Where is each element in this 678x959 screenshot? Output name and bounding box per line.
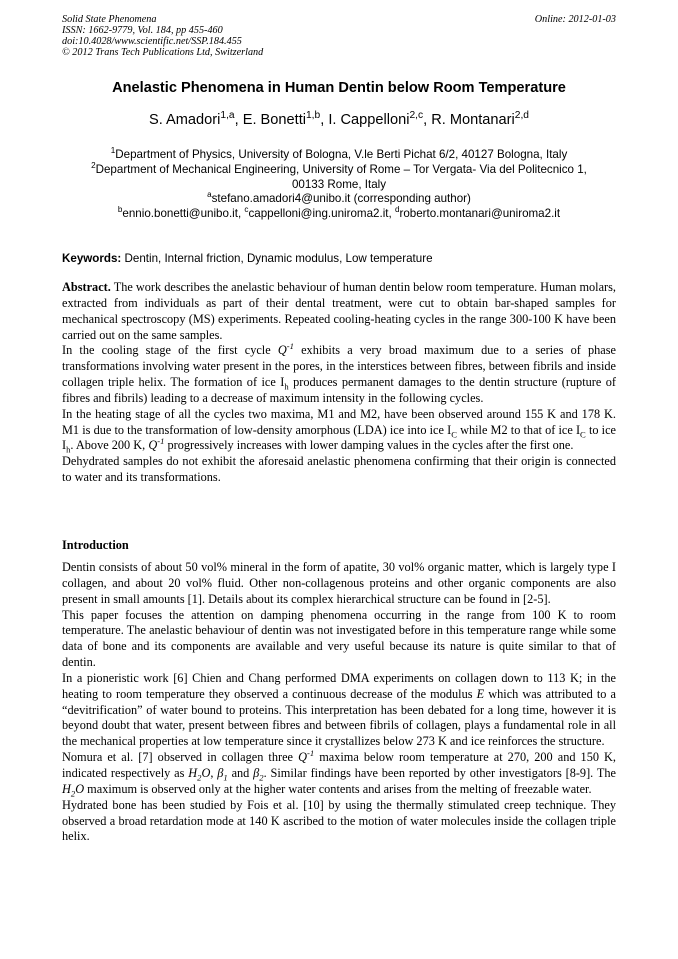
h2o-h: H — [62, 781, 71, 796]
abstract-p1 — [62, 280, 616, 343]
q-sup: -1 — [306, 748, 315, 759]
text-run: while M2 to that of ice I — [456, 422, 581, 437]
h2o-symbol — [62, 781, 85, 799]
text-run: to ice I — [62, 422, 616, 453]
email-text: cappelloni@ing.uniroma2.it, — [248, 207, 395, 221]
sub-h: h — [284, 381, 289, 392]
author-sup: 1,a — [220, 110, 235, 122]
intro-p1: Dentin consists of about 50 vol% mineral in the form of apatite, 30 vol% organic matter, which is largely type I collagen, and about 20 vol% fluid. Other non-collagenous proteins and other organic components are also present in small amounts [1]. Details about its complex hierarchical structure can be found in [2-5]. — [62, 560, 616, 606]
q-sup: -1 — [157, 436, 165, 447]
sub-h: h — [66, 444, 71, 455]
online-date: Online: 2012-01-03 — [534, 14, 616, 25]
author-name: E. Bonetti — [242, 112, 306, 128]
h2o-o: O — [201, 765, 211, 780]
text-run: . Similar findings have been reported by other investigators [8-9]. The — [263, 765, 616, 780]
modulus-symbol: E — [476, 686, 485, 701]
paper-title: Anelastic Phenomena in Human Dentin below Room Temperature — [112, 80, 566, 96]
intro-p5: Hydrated bone has been studied by Fois et al. [10] by using the thermally stimulated creep technique. They observed a broad retardation mode at 140 K ascribed to the motion of water molecules inside the collagen triple helix. — [62, 797, 616, 844]
affiliation-2 — [62, 160, 616, 178]
sub-c: C — [451, 429, 457, 440]
h2o-h: H — [188, 765, 198, 780]
email-sup: c — [244, 205, 249, 215]
affiliations — [62, 148, 616, 222]
journal-name: Solid State Phenomena — [62, 14, 157, 25]
h2o-o: O — [75, 781, 85, 796]
text-run: which was attributed to a “devitrification” of water bound to proteins. This interpretation has been debated for a long time, however it is beyond doubt that water, present between fibres and between fibrils of collagen, plays a fundamental role in all the mechanical properties at low temperature since it crystallizes below 273 K and ice reinforces the structure. — [62, 686, 616, 749]
text-run: In the heating stage of all the cycles two maxima, M1 and M2, have been observed around 155 K and 178 K. M1 is due to the transformation of low-density amorphous (LDA) ice into ice I — [62, 406, 616, 437]
affil-sup: 2 — [91, 160, 96, 170]
q-symbol: Q — [277, 343, 287, 358]
email-sup: b — [117, 205, 123, 215]
author-sup: 2,c — [409, 110, 424, 122]
beta: β — [253, 765, 260, 780]
text-run: produces permanent damages to the dentin structure (rupture of fibres and fibrils) leading to a decrease of maximum intensity in the following cycles. — [62, 375, 616, 405]
abstract-label: Abstract. — [62, 280, 111, 294]
text-run: Nomura et al. [7] observed in collagen three — [62, 750, 299, 765]
keywords-text: Dentin, Internal friction, Dynamic modulus, Low temperature — [121, 252, 433, 265]
email-list — [62, 207, 616, 222]
h2o-symbol — [188, 765, 211, 783]
journal-header — [62, 14, 616, 58]
introduction-body — [62, 560, 616, 845]
abstract-p3 — [62, 407, 616, 455]
h2o-sub: 2 — [197, 772, 202, 783]
intro-p3 — [62, 671, 616, 750]
author-sup: 2,d — [514, 110, 529, 122]
text-run: maximum is observed only at the higher water contents and arises from the melting of freezable water. — [84, 781, 592, 796]
text-run: In the cooling stage of the first cycle — [62, 343, 278, 358]
abstract-p4: Dehydrated samples do not exhibit the aforesaid anelastic phenomena confirming that their origin is connected to water and its transformations. — [62, 454, 616, 485]
affiliation-2-cont: 00133 Rome, Italy — [291, 177, 387, 191]
copyright-line: © 2012 Trans Tech Publications Ltd, Switzerland — [62, 47, 264, 58]
author-sup: 1,b — [306, 110, 321, 122]
intro-p4 — [62, 750, 616, 798]
affiliation-1 — [62, 148, 616, 163]
beta1-symbol — [217, 765, 228, 783]
intro-p2: This paper focuses the attention on damping phenomena occurring in the range from 100 K to room temperature. The anelastic behaviour of dentin was not investigated before in this temperature range while some data of bone and its components are available and very useful because its nature is quite similar to that of dentin. — [62, 607, 616, 670]
email-sup: d — [394, 205, 400, 215]
email-a — [62, 192, 616, 207]
email-text: stefano.amadori4@unibo.it (corresponding author) — [211, 192, 471, 206]
text-run: . Above 200 K, — [70, 438, 149, 453]
text-run: In a pioneristic work [6] Chien and Chang performed DMA experiments on collagen down to 113 K; in the heating to room temperature they observed a continuous decrease of the modulus — [62, 670, 616, 701]
text-run: progressively increases with lower damping values in the cycles after the first one. — [164, 438, 574, 453]
text-run: exhibits a very broad maximum due to a series of phase transformations involving water present in the pores, in the interstices between fibres, between fibrils and inside collagen triple helix. The formation of ice I — [62, 343, 616, 390]
keywords-label: Keywords: — [62, 252, 122, 265]
text-run: and — [227, 765, 254, 780]
author-list: S. Amadori$^{1,a}$, E. Bonetti$^{1,b}$, I. Cappelloni$^{2,c}$, R. Montanari$^{2,d}$ — [149, 110, 529, 128]
h2o-sub: 2 — [70, 788, 76, 799]
author-name: I. Cappelloni — [328, 112, 410, 128]
text-run: , — [210, 765, 218, 780]
keywords — [62, 252, 433, 265]
issn-line: ISSN: 1662-9779, Vol. 184, pp 455-460 — [62, 25, 223, 36]
affil-sup: 1 — [110, 146, 116, 156]
email-sup: a — [207, 190, 212, 200]
beta-sub: 2 — [259, 772, 264, 783]
text-run: maxima below room temperature at 270, 200 and 150 K, indicated respectively as — [62, 750, 617, 780]
beta-sub: 1 — [223, 772, 228, 783]
q-sup: -1 — [286, 341, 294, 352]
email-text: roberto.montanari@uniroma2.it — [399, 207, 561, 221]
abstract-p2 — [62, 343, 616, 406]
q-symbol: Q — [298, 750, 307, 765]
affil-text: Department of Physics, University of Bologna, V.le Berti Pichat 6/2, 40127 Bologna, Italy — [115, 148, 568, 161]
beta: β — [217, 765, 224, 780]
sub-c: C — [580, 429, 586, 440]
affil-text: Department of Mechanical Engineering, University of Rome – Tor Vergata- Via del Politecnico 1, — [95, 162, 587, 176]
section-heading-introduction: Introduction — [62, 538, 129, 552]
author-name: S. Amadori — [149, 112, 221, 128]
q-symbol: Q — [148, 438, 158, 453]
doi-line: doi:10.4028/www.scientific.net/SSP.184.455 — [62, 36, 242, 47]
beta2-symbol — [253, 765, 264, 783]
email-text: ennio.bonetti@unibo.it, — [122, 207, 245, 221]
author-name: R. Montanari — [431, 112, 515, 128]
text-run: The work describes the anelastic behaviour of human dentin below room temperature. Human molars, extracted from individuals as part of their dental treatment, were cut to obtain bar-shaped samples for mechanical spectroscopy (MS) experiments. Repeated cooling-heating cycles in the range 300-100 K have been carried out on the same samples. — [62, 280, 617, 342]
abstract — [62, 280, 616, 486]
